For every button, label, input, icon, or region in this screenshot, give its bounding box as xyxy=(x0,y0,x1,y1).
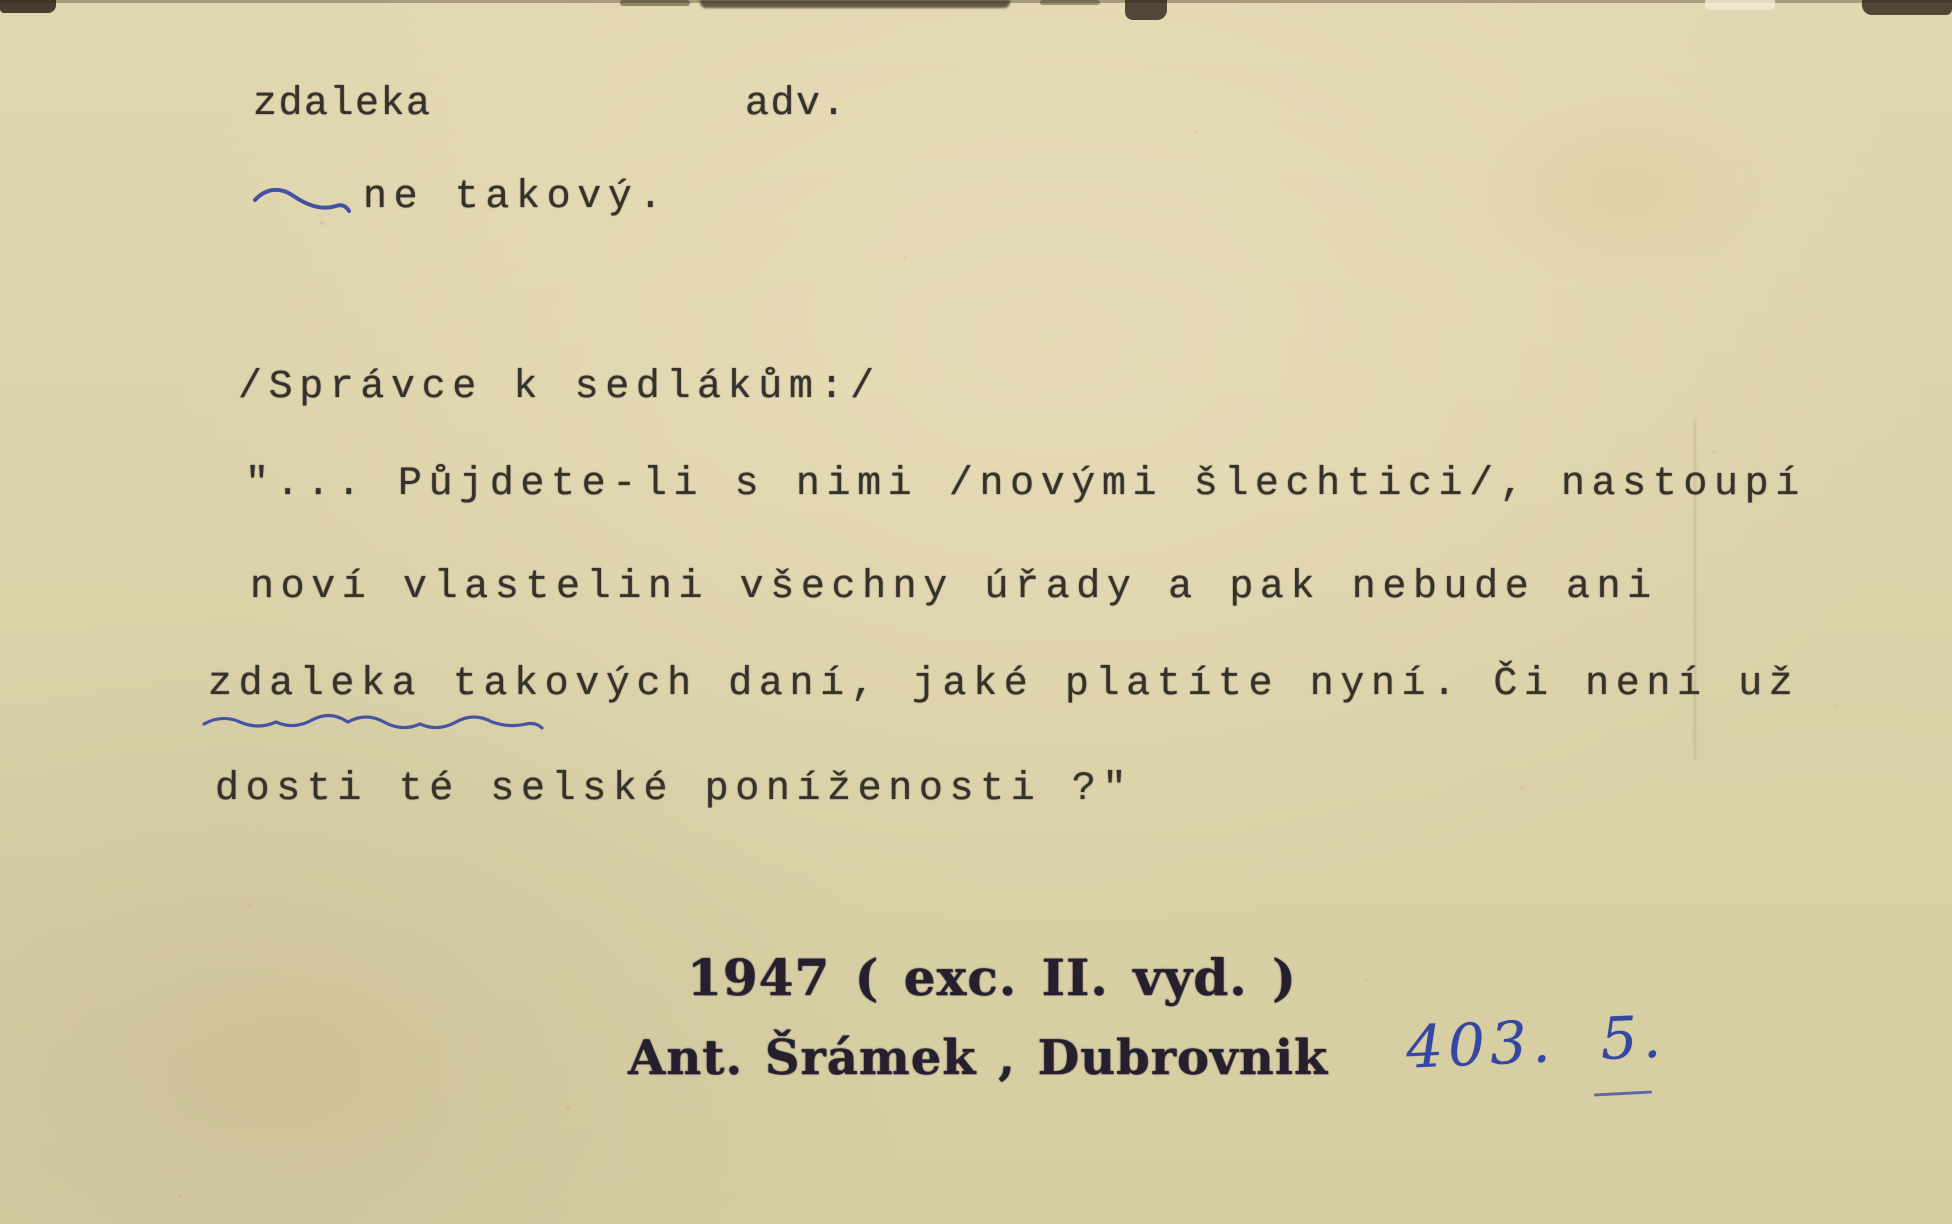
context-line: /Správce k sedlákům:/ xyxy=(238,365,881,410)
quote-line-4: dosti té selské poníženosti ?" xyxy=(215,767,1134,812)
stamp-author-line: Ant. Šrámek , Dubrovnik xyxy=(628,1030,1329,1086)
quote-line-3 xyxy=(208,662,1799,708)
swung-dash-icon xyxy=(250,180,358,218)
quote-line-3-rest: takových daní, jaké platíte nyní. Či není už xyxy=(422,662,1800,707)
stamp-year-line: 1947 ( exc. II. vyd. ) xyxy=(687,948,1297,1007)
scan-artifact-top-dash xyxy=(620,0,690,6)
pos-label: adv. xyxy=(745,82,848,127)
scan-artifact-top-dash2 xyxy=(1040,0,1100,5)
handwritten-number: 403. 5. xyxy=(1404,1002,1668,1082)
scan-artifact-top-blob xyxy=(1125,0,1167,20)
scan-artifact-top-streak xyxy=(700,0,1010,8)
quote-line-2: noví vlastelini všechny úřady a pak nebude ani xyxy=(250,565,1658,610)
scan-artifact-light-sliver xyxy=(1705,0,1775,10)
gloss-line: ne takový. xyxy=(363,175,670,220)
quote-line-1: "... Půjdete-li s nimi /novými šlechtici/, nastoupí xyxy=(245,462,1806,507)
scan-artifact-top-right xyxy=(1862,0,1952,15)
wavy-underline-icon xyxy=(200,710,552,740)
scan-artifact-top-left xyxy=(0,0,56,13)
headword: zdaleka xyxy=(253,82,432,127)
handwritten-flourish xyxy=(1594,1090,1652,1096)
quote-line-3-underlined-word: zdaleka xyxy=(208,662,423,707)
